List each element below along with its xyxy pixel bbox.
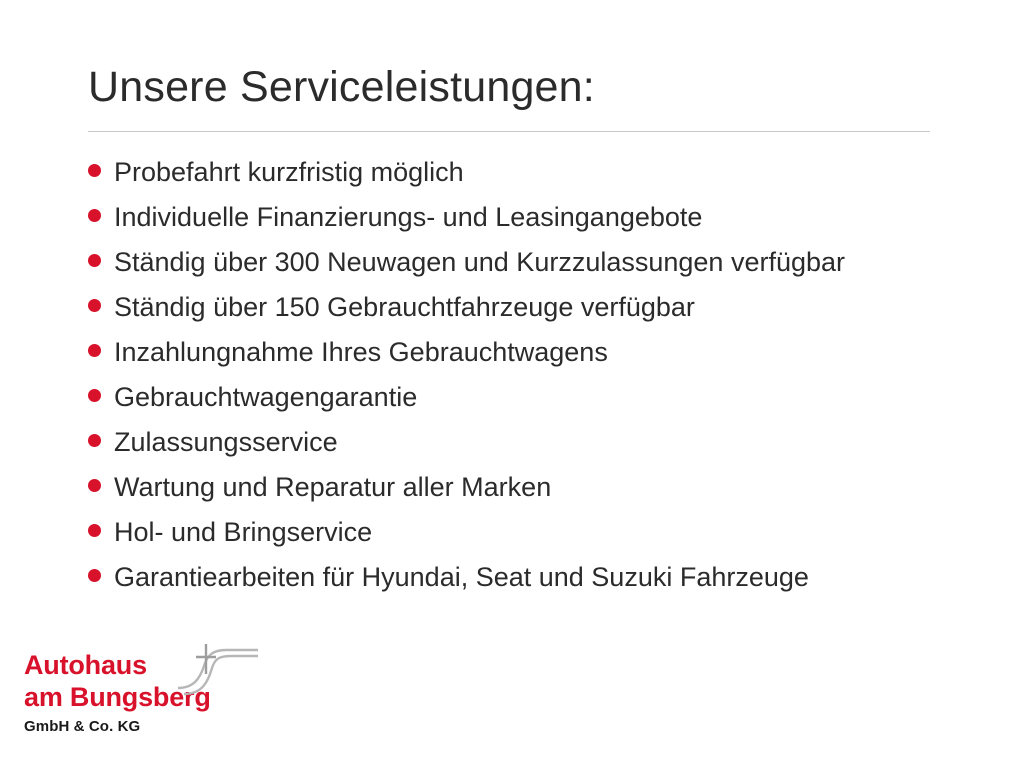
title-divider [88,131,930,132]
services-list [88,150,968,600]
page-title: Unsere Serviceleistungen: [88,63,595,111]
bullet-dot-icon [88,344,101,357]
list-item [88,375,968,420]
footer-strip [232,742,940,752]
bullet-dot-icon [88,209,101,222]
bullet-dot-icon [88,479,101,492]
list-item [88,150,968,195]
logo-line-1: Autohaus [24,650,147,680]
bullet-dot-icon [88,389,101,402]
list-item [88,510,968,555]
list-item-label: Ständig über 300 Neuwagen und Kurzzulassungen verfügbar [114,247,846,277]
list-item [88,330,968,375]
list-item [88,420,968,465]
list-item-label: Ständig über 150 Gebrauchtfahrzeuge verfügbar [114,292,695,322]
list-item-label: Hol- und Bringservice [114,517,373,547]
logo-line-2: am Bungsberg [24,682,211,712]
bungsberg-road-mark-icon [174,644,264,700]
bullet-dot-icon [88,164,101,177]
list-item [88,555,968,600]
bullet-dot-icon [88,254,101,267]
list-item-label: Garantiearbeiten für Hyundai, Seat und Suzuki Fahrzeuge [114,562,809,592]
list-item-label: Zulassungsservice [114,427,338,457]
company-logo [24,650,284,750]
list-item-label: Probefahrt kurzfristig möglich [114,157,464,187]
list-item-label: Inzahlungnahme Ihres Gebrauchtwagens [114,337,608,367]
list-item [88,465,968,510]
list-item [88,285,968,330]
bullet-dot-icon [88,434,101,447]
bullet-dot-icon [88,524,101,537]
list-item [88,240,968,285]
list-item-label: Gebrauchtwagengarantie [114,382,418,412]
logo-line-3: GmbH & Co. KG [24,718,141,735]
list-item [88,195,968,240]
bullet-dot-icon [88,569,101,582]
list-item-label: Wartung und Reparatur aller Marken [114,472,552,502]
list-item-label: Individuelle Finanzierungs- und Leasingangebote [114,202,703,232]
bullet-dot-icon [88,299,101,312]
